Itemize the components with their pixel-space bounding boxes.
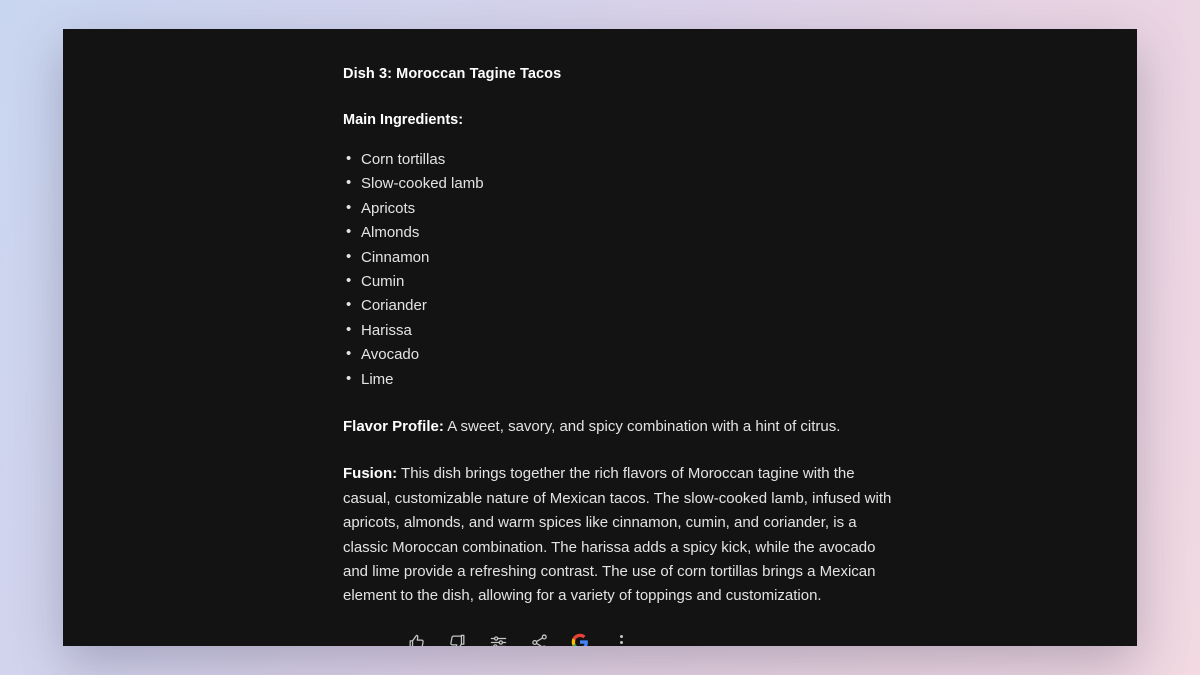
fusion-paragraph bbox=[343, 462, 903, 608]
more-options-icon[interactable] bbox=[608, 629, 634, 646]
list-item: • Corn tortillas bbox=[343, 148, 903, 172]
thumb-up-icon[interactable] bbox=[403, 629, 429, 646]
more-options-dots bbox=[620, 635, 623, 647]
response-action-toolbar bbox=[403, 629, 634, 646]
flavor-profile-paragraph bbox=[343, 415, 903, 439]
response-body bbox=[343, 51, 903, 609]
list-item: • Cumin bbox=[343, 270, 903, 294]
main-ingredients-label: Main Ingredients: bbox=[343, 112, 464, 129]
google-icon[interactable] bbox=[567, 629, 593, 646]
flavor-profile-label: Flavor Profile: bbox=[343, 418, 444, 435]
share-icon[interactable] bbox=[526, 629, 552, 646]
list-item: • Avocado bbox=[343, 343, 903, 367]
list-item: • Almonds bbox=[343, 221, 903, 245]
dish-title: Dish 3: Moroccan Tagine Tacos bbox=[343, 66, 562, 82]
list-item: • Cinnamon bbox=[343, 246, 903, 270]
ingredients-list bbox=[343, 148, 903, 392]
list-item: • Harissa bbox=[343, 319, 903, 343]
chat-response-window bbox=[63, 29, 1137, 646]
thumb-down-icon[interactable] bbox=[444, 629, 470, 646]
list-item: • Apricots bbox=[343, 197, 903, 221]
fusion-label: Fusion: bbox=[343, 465, 398, 483]
list-item: • Coriander bbox=[343, 294, 903, 318]
list-item: • Slow-cooked lamb bbox=[343, 172, 903, 196]
fusion-text: This dish brings together the rich flavors of Moroccan tagine with the casual, customizable nature of Mexican tacos. The slow-cooked lamb, infused with apricots, almonds, and warm spices like cinnamon, cumin, and coriander, is a classic Moroccan combination. The harissa adds a spicy kick, while the avocado and lime provide a refreshing contrast. The use of corn tortillas brings a Mexican element to the dish, allowing for a variety of toppings and customization. bbox=[343, 465, 892, 605]
list-item: • Lime bbox=[343, 368, 903, 392]
tune-icon[interactable] bbox=[485, 629, 511, 646]
flavor-profile-text: A sweet, savory, and spicy combination with a hint of citrus. bbox=[443, 418, 841, 435]
